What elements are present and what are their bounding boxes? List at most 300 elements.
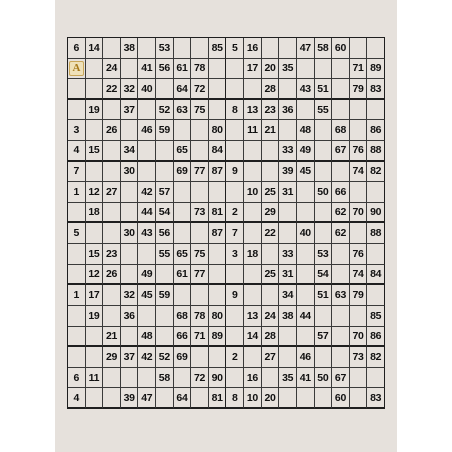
grid-cell: 5 bbox=[68, 223, 86, 244]
grid-cell: 72 bbox=[191, 79, 209, 100]
grid-cell: 28 bbox=[262, 327, 280, 348]
grid-cell: 6 bbox=[68, 368, 86, 389]
grid-cell: 73 bbox=[191, 203, 209, 224]
grid-cell: 61 bbox=[174, 59, 192, 80]
grid-cell: 41 bbox=[138, 59, 156, 80]
grid-cell bbox=[121, 59, 139, 80]
grid-cell: 43 bbox=[138, 223, 156, 244]
grid-cell bbox=[138, 306, 156, 327]
grid-cell: 36 bbox=[121, 306, 139, 327]
grid-cell bbox=[121, 182, 139, 203]
grid-cell: 11 bbox=[86, 368, 104, 389]
grid-cell: 45 bbox=[138, 285, 156, 306]
grid-cell: 3 bbox=[226, 244, 244, 265]
grid-cell bbox=[244, 285, 262, 306]
grid-cell bbox=[86, 162, 104, 183]
grid-cell bbox=[332, 79, 350, 100]
grid-cell: 29 bbox=[103, 347, 121, 368]
grid-cell: 65 bbox=[174, 244, 192, 265]
grid-cell: 88 bbox=[367, 223, 385, 244]
grid-cell bbox=[86, 79, 104, 100]
grid-cell bbox=[121, 327, 139, 348]
grid-cell: 39 bbox=[121, 388, 139, 409]
grid-cell bbox=[191, 285, 209, 306]
grid-cell: 50 bbox=[315, 182, 333, 203]
grid-cell bbox=[121, 368, 139, 389]
grid-cell: 16 bbox=[244, 38, 262, 59]
grid-cell bbox=[138, 244, 156, 265]
grid-cell: 60 bbox=[332, 388, 350, 409]
grid-cell bbox=[279, 203, 297, 224]
grid-cell bbox=[297, 244, 315, 265]
grid-cell: 11 bbox=[244, 120, 262, 141]
grid-cell: 14 bbox=[86, 38, 104, 59]
grid-cell: 13 bbox=[244, 100, 262, 121]
grid-cell: 27 bbox=[262, 347, 280, 368]
grid-cell: 10 bbox=[244, 182, 262, 203]
grid-cell bbox=[103, 203, 121, 224]
grid-cell: 6 bbox=[68, 38, 86, 59]
grid-cell: 87 bbox=[209, 162, 227, 183]
grid-cell bbox=[209, 265, 227, 286]
grid-cell: 49 bbox=[297, 141, 315, 162]
grid-cell bbox=[209, 79, 227, 100]
grid-cell bbox=[191, 141, 209, 162]
grid-cell: 64 bbox=[174, 388, 192, 409]
grid-cell bbox=[350, 38, 368, 59]
grid-cell bbox=[226, 306, 244, 327]
grid-cell: 59 bbox=[156, 285, 174, 306]
grid-cell bbox=[174, 38, 192, 59]
grid-cell: 57 bbox=[315, 327, 333, 348]
grid-cell: 72 bbox=[191, 368, 209, 389]
grid-cell bbox=[68, 347, 86, 368]
grid-cell: 51 bbox=[315, 285, 333, 306]
grid-cell bbox=[315, 141, 333, 162]
grid-cell: 54 bbox=[156, 203, 174, 224]
grid-cell bbox=[174, 285, 192, 306]
grid-cell: 75 bbox=[191, 244, 209, 265]
grid-cell bbox=[226, 327, 244, 348]
grid-cell bbox=[121, 244, 139, 265]
grid-cell bbox=[297, 327, 315, 348]
grid-cell bbox=[86, 388, 104, 409]
grid-cell: 47 bbox=[138, 388, 156, 409]
grid-cell: 88 bbox=[367, 141, 385, 162]
grid-cell: 54 bbox=[315, 265, 333, 286]
grid-cell: 89 bbox=[209, 327, 227, 348]
grid-cell: 86 bbox=[367, 120, 385, 141]
grid-cell bbox=[244, 79, 262, 100]
grid-cell: 65 bbox=[174, 141, 192, 162]
grid-cell: 63 bbox=[174, 100, 192, 121]
grid-cell: 16 bbox=[244, 368, 262, 389]
grid-cell: 1 bbox=[68, 182, 86, 203]
grid-cell: 82 bbox=[367, 162, 385, 183]
grid-cell: 19 bbox=[86, 306, 104, 327]
grid-cell: 51 bbox=[315, 79, 333, 100]
grid-cell bbox=[174, 368, 192, 389]
grid-cell bbox=[209, 59, 227, 80]
grid-cell: 53 bbox=[156, 38, 174, 59]
grid-cell: 80 bbox=[209, 306, 227, 327]
grid-cell bbox=[279, 388, 297, 409]
grid-cell: 44 bbox=[297, 306, 315, 327]
grid-cell: 34 bbox=[121, 141, 139, 162]
grid-cell: 15 bbox=[86, 141, 104, 162]
grid-cell: 40 bbox=[138, 79, 156, 100]
grid-cell bbox=[174, 182, 192, 203]
grid-cell bbox=[86, 120, 104, 141]
grid-cell bbox=[350, 306, 368, 327]
grid-cell: 47 bbox=[297, 38, 315, 59]
grid-cell bbox=[350, 100, 368, 121]
grid-cell bbox=[68, 59, 86, 80]
grid-cell bbox=[226, 141, 244, 162]
grid-cell: 61 bbox=[174, 265, 192, 286]
grid-cell: 35 bbox=[279, 59, 297, 80]
grid-cell: 43 bbox=[297, 79, 315, 100]
grid-cell bbox=[332, 327, 350, 348]
grid-cell: 5 bbox=[226, 38, 244, 59]
grid-cell: 78 bbox=[191, 306, 209, 327]
grid-cell bbox=[244, 347, 262, 368]
grid-cell bbox=[279, 223, 297, 244]
grid-cell bbox=[244, 162, 262, 183]
grid-cell bbox=[315, 347, 333, 368]
grid-cell bbox=[86, 327, 104, 348]
grid-cell bbox=[68, 265, 86, 286]
grid-cell bbox=[156, 162, 174, 183]
grid-cell: 69 bbox=[174, 162, 192, 183]
grid-cell: 79 bbox=[350, 79, 368, 100]
grid-cell: 67 bbox=[332, 368, 350, 389]
grid-cell bbox=[226, 79, 244, 100]
grid-cell: 89 bbox=[367, 59, 385, 80]
grid-cell: 85 bbox=[209, 38, 227, 59]
grid-cell: 34 bbox=[279, 285, 297, 306]
grid-cell: 78 bbox=[191, 59, 209, 80]
grid-cell: 62 bbox=[332, 223, 350, 244]
grid-cell: 24 bbox=[103, 59, 121, 80]
grid-cell: 37 bbox=[121, 347, 139, 368]
grid-cell bbox=[209, 100, 227, 121]
grid-cell bbox=[209, 182, 227, 203]
grid-cell bbox=[297, 59, 315, 80]
grid-cell: 63 bbox=[332, 285, 350, 306]
grid-cell bbox=[226, 182, 244, 203]
grid-cell bbox=[279, 327, 297, 348]
grid-cell: 46 bbox=[297, 347, 315, 368]
grid-cell: 9 bbox=[226, 285, 244, 306]
grid-cell: 82 bbox=[367, 347, 385, 368]
grid-cell: 28 bbox=[262, 79, 280, 100]
grid-cell bbox=[103, 223, 121, 244]
grid-cell: 49 bbox=[138, 265, 156, 286]
grid-cell: 77 bbox=[191, 265, 209, 286]
grid-cell bbox=[332, 347, 350, 368]
grid-cell: 71 bbox=[350, 59, 368, 80]
grid-cell bbox=[262, 285, 280, 306]
grid-cell: 56 bbox=[156, 59, 174, 80]
grid-cell: 85 bbox=[367, 306, 385, 327]
grid-cell bbox=[103, 306, 121, 327]
grid-cell bbox=[103, 285, 121, 306]
grid-cell: 18 bbox=[244, 244, 262, 265]
brand-logo: A bbox=[69, 61, 84, 76]
grid-cell: 56 bbox=[156, 223, 174, 244]
grid-cell: 46 bbox=[138, 120, 156, 141]
grid-cell bbox=[191, 182, 209, 203]
grid-cell: 21 bbox=[262, 120, 280, 141]
grid-cell bbox=[103, 38, 121, 59]
grid-cell bbox=[244, 223, 262, 244]
grid-cell: 48 bbox=[138, 327, 156, 348]
grid-cell: 32 bbox=[121, 79, 139, 100]
grid-cell bbox=[332, 100, 350, 121]
grid-cell bbox=[174, 203, 192, 224]
grid-cell bbox=[103, 368, 121, 389]
grid-cell: 44 bbox=[138, 203, 156, 224]
grid-cell bbox=[315, 162, 333, 183]
grid-cell bbox=[297, 388, 315, 409]
grid-cell bbox=[244, 141, 262, 162]
grid-cell: 90 bbox=[209, 368, 227, 389]
grid-cell: 81 bbox=[209, 203, 227, 224]
grid-cell bbox=[297, 182, 315, 203]
grid-cell bbox=[191, 38, 209, 59]
grid-cell bbox=[156, 141, 174, 162]
grid-cell: 24 bbox=[262, 306, 280, 327]
grid-cell bbox=[262, 368, 280, 389]
grid-cell: 27 bbox=[103, 182, 121, 203]
grid-cell bbox=[86, 347, 104, 368]
grid-cell bbox=[226, 59, 244, 80]
grid-cell: 23 bbox=[262, 100, 280, 121]
grid-cell bbox=[86, 59, 104, 80]
grid-cell bbox=[350, 223, 368, 244]
grid-cell bbox=[209, 285, 227, 306]
grid-cell bbox=[262, 244, 280, 265]
grid-cell: 50 bbox=[315, 368, 333, 389]
grid-cell bbox=[156, 388, 174, 409]
grid-cell: 20 bbox=[262, 59, 280, 80]
grid-cell: 12 bbox=[86, 182, 104, 203]
grid-cell bbox=[262, 162, 280, 183]
grid-cell bbox=[244, 265, 262, 286]
grid-cell bbox=[86, 223, 104, 244]
grid-cell bbox=[138, 38, 156, 59]
grid-cell bbox=[315, 306, 333, 327]
grid-cell: 87 bbox=[209, 223, 227, 244]
grid-cell bbox=[103, 162, 121, 183]
grid-cell: 17 bbox=[86, 285, 104, 306]
grid-cell: 53 bbox=[315, 244, 333, 265]
grid-cell bbox=[209, 347, 227, 368]
grid-cell bbox=[279, 347, 297, 368]
grid-cell bbox=[315, 120, 333, 141]
grid-cell: 7 bbox=[226, 223, 244, 244]
grid-cell bbox=[262, 141, 280, 162]
grid-cell: 21 bbox=[103, 327, 121, 348]
grid-cell bbox=[332, 265, 350, 286]
grid-cell: 52 bbox=[156, 347, 174, 368]
grid-cell: 29 bbox=[262, 203, 280, 224]
grid-cell bbox=[191, 120, 209, 141]
grid-cell bbox=[279, 120, 297, 141]
grid-cell: 55 bbox=[156, 244, 174, 265]
grid-cell: 48 bbox=[297, 120, 315, 141]
grid-cell: 76 bbox=[350, 244, 368, 265]
grid-cell bbox=[297, 100, 315, 121]
grid-cell: 36 bbox=[279, 100, 297, 121]
grid-cell: 81 bbox=[209, 388, 227, 409]
grid-cell: 31 bbox=[279, 182, 297, 203]
grid-cell: 74 bbox=[350, 265, 368, 286]
grid-cell: 69 bbox=[174, 347, 192, 368]
grid-cell: 80 bbox=[209, 120, 227, 141]
grid-cell bbox=[68, 306, 86, 327]
grid-cell: 77 bbox=[191, 162, 209, 183]
grid-cell: 26 bbox=[103, 265, 121, 286]
grid-cell bbox=[226, 368, 244, 389]
grid-cell: 20 bbox=[262, 388, 280, 409]
grid-cell: 71 bbox=[191, 327, 209, 348]
grid-cell: 22 bbox=[103, 79, 121, 100]
grid-cell: 64 bbox=[174, 79, 192, 100]
grid-cell bbox=[121, 120, 139, 141]
grid-cell: 18 bbox=[86, 203, 104, 224]
grid-cell bbox=[315, 203, 333, 224]
grid-cell: 83 bbox=[367, 388, 385, 409]
grid-cell bbox=[226, 265, 244, 286]
grid-cell: 62 bbox=[332, 203, 350, 224]
grid-cell bbox=[103, 388, 121, 409]
grid-cell bbox=[156, 265, 174, 286]
grid-cell bbox=[279, 79, 297, 100]
grid-cell bbox=[279, 38, 297, 59]
grid-cell: 76 bbox=[350, 141, 368, 162]
grid-cell: 59 bbox=[156, 120, 174, 141]
grid-cell bbox=[68, 203, 86, 224]
grid-cell bbox=[367, 38, 385, 59]
grid-cell: 57 bbox=[156, 182, 174, 203]
grid-cell bbox=[350, 182, 368, 203]
grid-cell bbox=[156, 327, 174, 348]
grid-cell bbox=[138, 141, 156, 162]
grid-cell: 33 bbox=[279, 244, 297, 265]
grid-cell: 2 bbox=[226, 347, 244, 368]
grid-cell bbox=[103, 141, 121, 162]
grid-cell bbox=[68, 100, 86, 121]
grid-cell bbox=[174, 223, 192, 244]
grid-cell bbox=[226, 120, 244, 141]
grid-cell bbox=[332, 306, 350, 327]
grid-cell: 38 bbox=[121, 38, 139, 59]
grid-cell: 7 bbox=[68, 162, 86, 183]
grid-cell bbox=[121, 203, 139, 224]
grid-cell: 14 bbox=[244, 327, 262, 348]
grid-cell: 52 bbox=[156, 100, 174, 121]
grid-cell bbox=[68, 244, 86, 265]
grid-cell: 30 bbox=[121, 223, 139, 244]
grid-cell: 83 bbox=[367, 79, 385, 100]
grid-cell: 17 bbox=[244, 59, 262, 80]
grid-cell: 67 bbox=[332, 141, 350, 162]
grid-cell bbox=[138, 100, 156, 121]
grid-cell: 8 bbox=[226, 100, 244, 121]
grid-cell: 73 bbox=[350, 347, 368, 368]
grid-cell: 66 bbox=[174, 327, 192, 348]
grid-cell bbox=[68, 79, 86, 100]
grid-cell: 25 bbox=[262, 265, 280, 286]
grid-cell: 37 bbox=[121, 100, 139, 121]
grid-cell bbox=[244, 203, 262, 224]
grid-cell bbox=[191, 223, 209, 244]
grid-cell bbox=[367, 182, 385, 203]
grid-cell bbox=[156, 79, 174, 100]
grid-cell bbox=[350, 388, 368, 409]
grid-cell bbox=[103, 100, 121, 121]
grid-cell: 55 bbox=[315, 100, 333, 121]
grid-cell bbox=[262, 38, 280, 59]
grid-cell bbox=[138, 162, 156, 183]
grid-cell: 58 bbox=[156, 368, 174, 389]
grid-cell: 86 bbox=[367, 327, 385, 348]
grid-cell: 35 bbox=[279, 368, 297, 389]
grid-cell: 26 bbox=[103, 120, 121, 141]
grid-cell: 84 bbox=[367, 265, 385, 286]
grid-cell: 25 bbox=[262, 182, 280, 203]
grid-cell bbox=[297, 265, 315, 286]
grid-cell bbox=[297, 285, 315, 306]
grid-cell: 33 bbox=[279, 141, 297, 162]
grid-cell: 3 bbox=[68, 120, 86, 141]
grid-cell bbox=[209, 244, 227, 265]
grid-cell: 70 bbox=[350, 203, 368, 224]
grid-cell: 9 bbox=[226, 162, 244, 183]
grid-cell: 2 bbox=[226, 203, 244, 224]
grid-cell bbox=[367, 100, 385, 121]
grid-cell bbox=[297, 203, 315, 224]
grid-cell: 12 bbox=[86, 265, 104, 286]
grid-cell: 19 bbox=[86, 100, 104, 121]
grid-cell: 42 bbox=[138, 347, 156, 368]
grid-cell bbox=[191, 347, 209, 368]
grid-cell: 68 bbox=[174, 306, 192, 327]
grid-cell: 75 bbox=[191, 100, 209, 121]
grid-cell bbox=[332, 162, 350, 183]
grid-cell: 60 bbox=[332, 38, 350, 59]
grid-cell: 22 bbox=[262, 223, 280, 244]
grid-cell bbox=[332, 244, 350, 265]
grid-cell bbox=[332, 59, 350, 80]
grid-cell: 79 bbox=[350, 285, 368, 306]
grid-cell bbox=[367, 285, 385, 306]
grid-cell bbox=[315, 388, 333, 409]
ticket-grid bbox=[67, 37, 385, 409]
grid-cell: 4 bbox=[68, 388, 86, 409]
grid-cell: 68 bbox=[332, 120, 350, 141]
grid-cell bbox=[367, 368, 385, 389]
grid-cell: 41 bbox=[297, 368, 315, 389]
grid-cell: 23 bbox=[103, 244, 121, 265]
grid-cell: 84 bbox=[209, 141, 227, 162]
grid-cell: 90 bbox=[367, 203, 385, 224]
grid-cell: 66 bbox=[332, 182, 350, 203]
grid-cell bbox=[174, 120, 192, 141]
grid-cell: 70 bbox=[350, 327, 368, 348]
